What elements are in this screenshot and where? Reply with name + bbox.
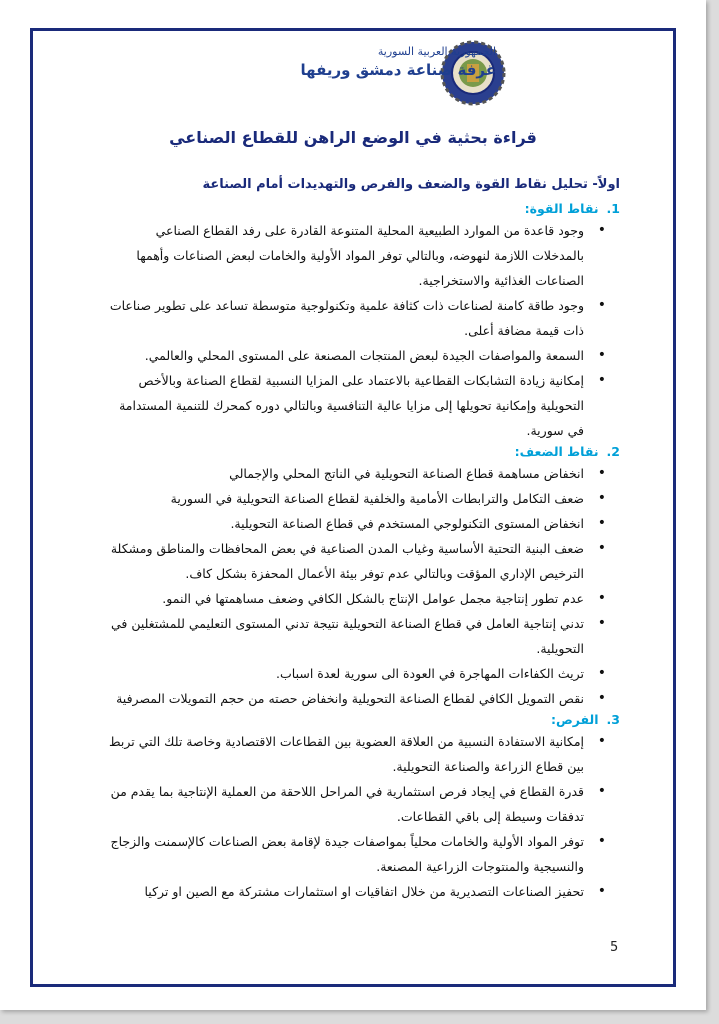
list-item: • قدرة القطاع في إيجاد فرص استثمارية في المراحل اللاحقة من العملية الإنتاجية بما يقدم من تدفقات وسيطة إلى باقي القطاعات.	[100, 779, 584, 829]
section-number: 3.	[606, 712, 620, 727]
list-item: • إمكانية زيادة التشابكات القطاعية بالاعتماد على المزايا النسبية لقطاع الصناعة وبالأخص التحويلية وإمكانية تحويلها إلى مزايا عالية التنافسية وبالتالي دوره كمحرك للتنمية المستدامة في سورية.	[100, 368, 584, 443]
list-item: • ضعف التكامل والترابطات الأمامية والخلفية لقطاع الصناعة التحويلية في السورية	[100, 486, 584, 511]
letterhead	[301, 44, 496, 80]
section-heading	[100, 200, 620, 218]
chamber-name: غرفة صناعة دمشق وريفها	[300, 61, 496, 79]
list-item: • ضعف البنية التحتية الأساسية وغياب المدن الصناعية في بعض المحافظات والمناطق ومشكلة الترخيص الإداري المؤقت وبالتالي عدم توفر بيئة الأعمال المحفزة بشكل كاف.	[100, 536, 584, 586]
document-body	[100, 176, 620, 904]
list-item: • وجود قاعدة من الموارد الطبيعية المحلية المتنوعة القادرة على رفد القطاع الصناعي بالمدخلات اللازمة لنهوضه، وبالتالي توفر المواد الأولية والخامات لبعض الصناعات وأهمها الصناعات الغذائية والاستخراجية.	[100, 218, 584, 293]
main-heading: اولاً- تحليل نقاط القوة والضعف والفرص والتهديدات أمام الصناعة	[202, 177, 620, 192]
section-number: 1.	[606, 201, 620, 216]
list-item: • انخفاض مساهمة قطاع الصناعة التحويلية في الناتج المحلي والإجمالي	[100, 461, 584, 486]
list-item: • توفر المواد الأولية والخامات محلياً بمواصفات جيدة لإقامة بعض الصناعات كالإسمنت والزجاج والنسيجية والمنتوجات الزراعية المصنعة.	[100, 829, 584, 879]
page-title: قراءة بحثية في الوضع الراهن للقطاع الصناعي	[169, 128, 537, 147]
section-label: الفرص:	[550, 712, 599, 727]
list-item: • تحفيز الصناعات التصديرية من خلال اتفاقيات او استثمارات مشتركة مع الصين او تركيا	[100, 879, 584, 904]
section-heading	[100, 711, 620, 729]
section-number: 2.	[606, 444, 620, 459]
page-number: 5	[610, 940, 619, 955]
bullet-list	[100, 729, 620, 904]
bullet-list	[100, 218, 620, 443]
list-item: • إمكانية الاستفادة النسبية من العلاقة العضوية بين القطاعات الاقتصادية وخاصة تلك التي تربط بين قطاع الزراعة والصناعة التحويلية.	[100, 729, 584, 779]
list-item: • نقص التمويل الكافي لقطاع الصناعة التحويلية وانخفاض حصته من حجم التمويلات المصرفية	[100, 686, 584, 711]
section-label: نقاط الضعف:	[514, 444, 599, 459]
section-heading	[100, 443, 620, 461]
country-name: الجمهورية العربية السورية	[377, 45, 496, 58]
list-item: • تدني إنتاجية العامل في قطاع الصناعة التحويلية نتيجة تدني المستوى التعليمي للمشتغلين في التحويلية.	[100, 611, 584, 661]
list-item: • وجود طاقة كامنة لصناعات ذات كثافة علمية وتكنولوجية متوسطة تساعد على تطوير صناعات ذات قيمة مضافة أعلى.	[100, 293, 584, 343]
list-item: • انخفاض المستوى التكنولوجي المستخدم في قطاع الصناعة التحويلية.	[100, 511, 584, 536]
bullet-list	[100, 461, 620, 711]
list-item: • عدم تطور إنتاجية مجمل عوامل الإنتاج بالشكل الكافي وضعف مساهمتها في النمو.	[100, 586, 584, 611]
section-label: نقاط القوة:	[524, 201, 599, 216]
list-item: • تريث الكفاءات المهاجرة في العودة الى سورية لعدة اسباب.	[100, 661, 584, 686]
list-item: • السمعة والمواصفات الجيدة لبعض المنتجات المصنعة على المستوى المحلي والعالمي.	[100, 343, 584, 368]
